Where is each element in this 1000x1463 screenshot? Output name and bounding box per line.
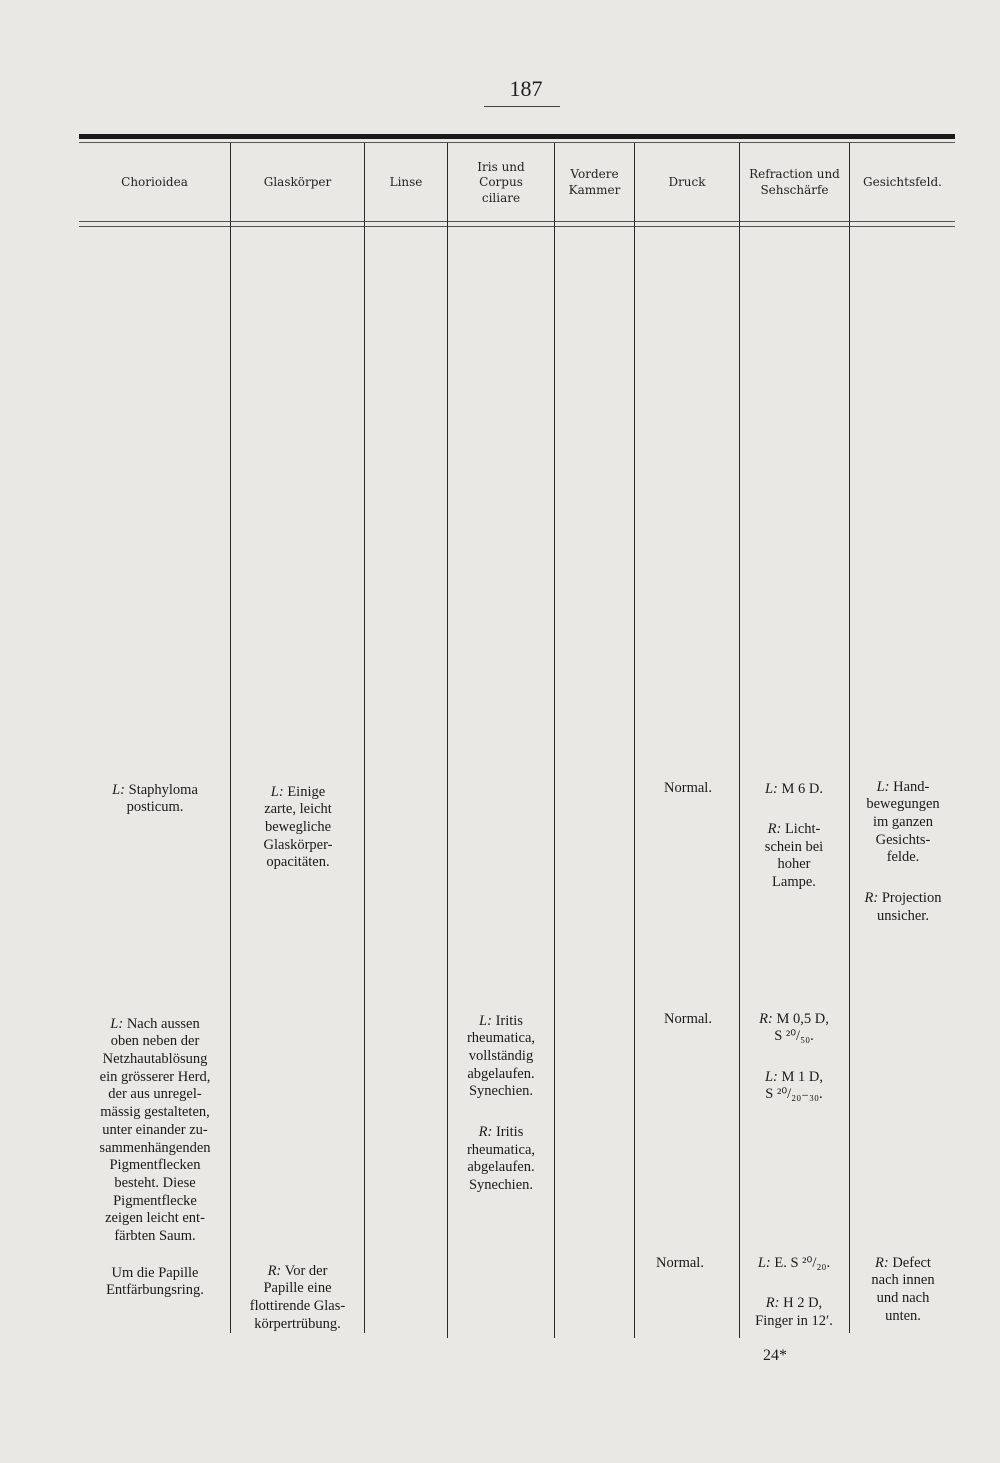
side-label: R: — [767, 821, 782, 838]
side-label: R: — [765, 1295, 780, 1312]
entry — [740, 1295, 848, 1330]
entry-text: Einige zarte, leicht bewegliche Glaskörper- opacitäten. — [263, 783, 333, 871]
printer-signature: 24* — [763, 1347, 787, 1364]
side-label: R: — [478, 1123, 493, 1140]
header-glaskoerper: Glaskörper — [263, 175, 332, 190]
entry — [80, 1016, 230, 1246]
row-0-glaskoerper — [234, 766, 362, 895]
header-druck: Druck — [668, 175, 706, 190]
side-label: L: — [764, 1068, 778, 1085]
entry-text: E. S ²⁰/₂₀. — [770, 1254, 831, 1271]
column-divider — [739, 143, 740, 1338]
header-bottom-rule-double — [79, 226, 955, 227]
row-1-iris — [449, 995, 553, 1217]
entry — [630, 1255, 730, 1273]
entry-text: M 6 D. — [777, 780, 824, 797]
side-label: R: — [759, 1010, 773, 1027]
row-0-refraction — [742, 763, 846, 915]
entry — [851, 890, 955, 925]
entry — [638, 780, 738, 798]
column-divider — [230, 143, 231, 1333]
side-label: L: — [270, 783, 284, 800]
entry-text: Staphyloma posticum. — [126, 781, 198, 816]
entry-text: Licht- schein bei hoher Lampe. — [764, 821, 824, 891]
entry — [742, 821, 846, 892]
entry — [80, 1265, 230, 1300]
row-0-druck — [638, 762, 738, 820]
entry — [234, 784, 362, 872]
entry-text: Iritis rheumatica, abgelaufen. Synechien. — [466, 1123, 536, 1193]
entry-text: Normal. — [664, 779, 712, 796]
side-label: L: — [112, 781, 125, 798]
bleed-through-texture — [460, 240, 550, 360]
entry — [851, 1255, 955, 1326]
entry — [742, 1069, 846, 1104]
entry-text: Iritis rheumatica, vollständig abgelaufen. Synechien. — [466, 1012, 536, 1100]
row-0-chorioidea — [82, 764, 228, 840]
row-2-gesichtsfeld — [851, 1237, 955, 1348]
side-label: L: — [764, 780, 778, 797]
entry — [740, 1255, 848, 1273]
entry-text: Defect nach innen und nach unten. — [871, 1254, 935, 1324]
entry-text: Um die Papille Entfärbungsring. — [106, 1264, 204, 1299]
column-divider — [364, 143, 365, 1333]
entry-text: Normal. — [656, 1254, 704, 1271]
entry — [742, 781, 846, 799]
side-label: L: — [876, 778, 890, 795]
table-top-thin-rule — [79, 142, 955, 143]
entry — [742, 1011, 846, 1046]
row-2-glaskoerper — [232, 1245, 363, 1356]
row-1-refraction — [742, 993, 846, 1127]
header-iris-corpus-ciliare: Iris und Corpus ciliare — [477, 159, 525, 205]
entry-text: Projection unsicher. — [877, 889, 942, 924]
row-2-refraction — [740, 1237, 848, 1353]
column-divider — [447, 143, 448, 1338]
row-1-druck — [638, 993, 738, 1051]
page-number: 187 — [509, 76, 543, 101]
side-label: L: — [757, 1254, 771, 1271]
entry-text: M 1 D, S ²⁰/₂₀₋₃₀. — [765, 1068, 824, 1103]
entry-text: Vor der Papille eine flottirende Glas- körpertrübung. — [249, 1262, 346, 1332]
side-label: R: — [267, 1262, 282, 1279]
entry — [449, 1124, 553, 1195]
entry-text: Hand- bewegungen im ganzen Gesichts- felde. — [866, 778, 940, 866]
row-1-chorioidea — [80, 998, 230, 1268]
header-refraction-sehschaerfe: Refraction und Sehschärfe — [749, 167, 840, 197]
entry — [851, 779, 955, 867]
header-chorioidea: Chorioidea — [121, 175, 188, 190]
entry-text: Normal. — [664, 1010, 712, 1027]
entry-text: M 0,5 D, S ²⁰/₅₀. — [774, 1010, 829, 1045]
column-divider — [634, 143, 635, 1338]
header-linse: Linse — [389, 175, 423, 190]
entry-text: Nach aussen oben neben der Netzhautablösung ein grösserer Herd, der aus unregel- mässig gestalteten, unter einander zu- sammenhängenden Pigmentflecken besteht. Diese Pigmentflecke zeigen leicht ent- färbten Saum. — [99, 1015, 211, 1244]
row-0-gesichtsfeld — [851, 761, 955, 948]
column-divider — [849, 143, 850, 1333]
entry — [232, 1263, 363, 1334]
header-bottom-rule — [79, 221, 955, 222]
page-number-rule — [484, 106, 560, 107]
entry — [82, 782, 228, 817]
column-divider — [554, 143, 555, 1338]
row-2-chorioidea — [80, 1247, 230, 1323]
entry-text: H 2 D, Finger in 12′. — [755, 1295, 833, 1329]
side-label: R: — [864, 889, 879, 906]
table-top-thick-rule — [79, 134, 955, 139]
row-2-druck — [630, 1237, 730, 1295]
entry — [449, 1013, 553, 1101]
side-label: L: — [479, 1012, 492, 1029]
side-label: R: — [875, 1254, 889, 1271]
entry — [638, 1011, 738, 1029]
header-gesichtsfeld: Gesichtsfeld. — [863, 175, 942, 190]
header-vordere-kammer: Vordere Kammer — [568, 167, 621, 197]
side-label: L: — [110, 1015, 124, 1032]
